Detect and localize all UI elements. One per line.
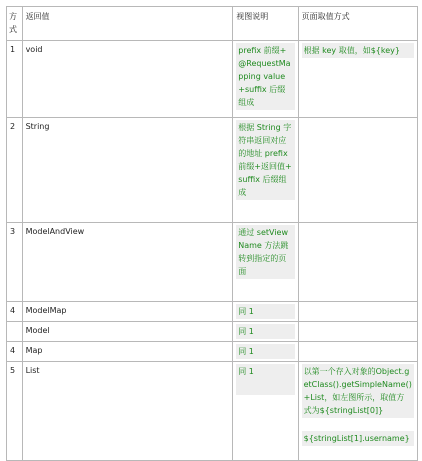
- cell-page-value: [298, 223, 417, 302]
- cell-page-value: [298, 342, 417, 362]
- header-method: 方式: [7, 7, 23, 41]
- cell-page-value: [298, 118, 417, 223]
- view-description-text: 根据 String 字符串返回对应的地址 prefix 前缀+返回值+suffix 后缀组成: [236, 120, 294, 200]
- cell-view-description: [233, 118, 298, 223]
- cell-return-value: Model: [22, 322, 233, 342]
- cell-return-value: ModelMap: [22, 302, 233, 322]
- table-row: [7, 342, 418, 362]
- cell-view-description: [233, 322, 298, 342]
- cell-method-num: 4: [7, 342, 23, 362]
- view-description-text: prefix 前缀+@RequestMapping value +suffix 后缀组成: [236, 43, 294, 110]
- cell-method-num: 3: [7, 223, 23, 302]
- cell-method-num: 5: [7, 362, 23, 461]
- cell-return-value: void: [22, 41, 233, 118]
- page-value-text: 以第一个存入对象的Object.getClass().getSimpleName()+List，如左图所示，取值方式为${stringList[0]}: [302, 364, 414, 418]
- return-value-table: [6, 6, 418, 461]
- cell-method-num: [7, 322, 23, 342]
- view-description-text: 同 1: [236, 304, 294, 319]
- cell-return-value: String: [22, 118, 233, 223]
- view-description-text: 同 1: [236, 364, 294, 395]
- table-row: [7, 41, 418, 118]
- cell-view-description: [233, 223, 298, 302]
- cell-page-value: [298, 302, 417, 322]
- cell-page-value: [298, 322, 417, 342]
- page-value-text: 根据 key 取值，如${key}: [302, 43, 414, 58]
- spring-mvc-return-table-container: [6, 6, 418, 461]
- cell-return-value: List: [22, 362, 233, 461]
- table-row: [7, 223, 418, 302]
- cell-method-num: 1: [7, 41, 23, 118]
- header-view-description: 视图说明: [233, 7, 298, 41]
- cell-view-description: [233, 362, 298, 461]
- view-description-text: 通过 setViewName 方法跳转到指定的页面: [236, 225, 294, 279]
- cell-view-description: [233, 41, 298, 118]
- cell-page-value: [298, 362, 417, 461]
- page-value-text: ${stringList[1].username}: [302, 431, 414, 446]
- header-return-value: 返回值: [22, 7, 233, 41]
- view-description-text: 同 1: [236, 344, 294, 359]
- table-row: [7, 362, 418, 461]
- cell-view-description: [233, 302, 298, 322]
- table-row: [7, 118, 418, 223]
- cell-return-value: Map: [22, 342, 233, 362]
- header-page-value-method: 页面取值方式: [298, 7, 417, 41]
- cell-method-num: 2: [7, 118, 23, 223]
- table-row: [7, 302, 418, 322]
- cell-return-value: ModelAndView: [22, 223, 233, 302]
- view-description-text: 同 1: [236, 324, 294, 339]
- line-gap: [302, 418, 414, 431]
- cell-view-description: [233, 342, 298, 362]
- table-header-row: [7, 7, 418, 41]
- cell-page-value: [298, 41, 417, 118]
- table-row: [7, 322, 418, 342]
- cell-method-num: 4: [7, 302, 23, 322]
